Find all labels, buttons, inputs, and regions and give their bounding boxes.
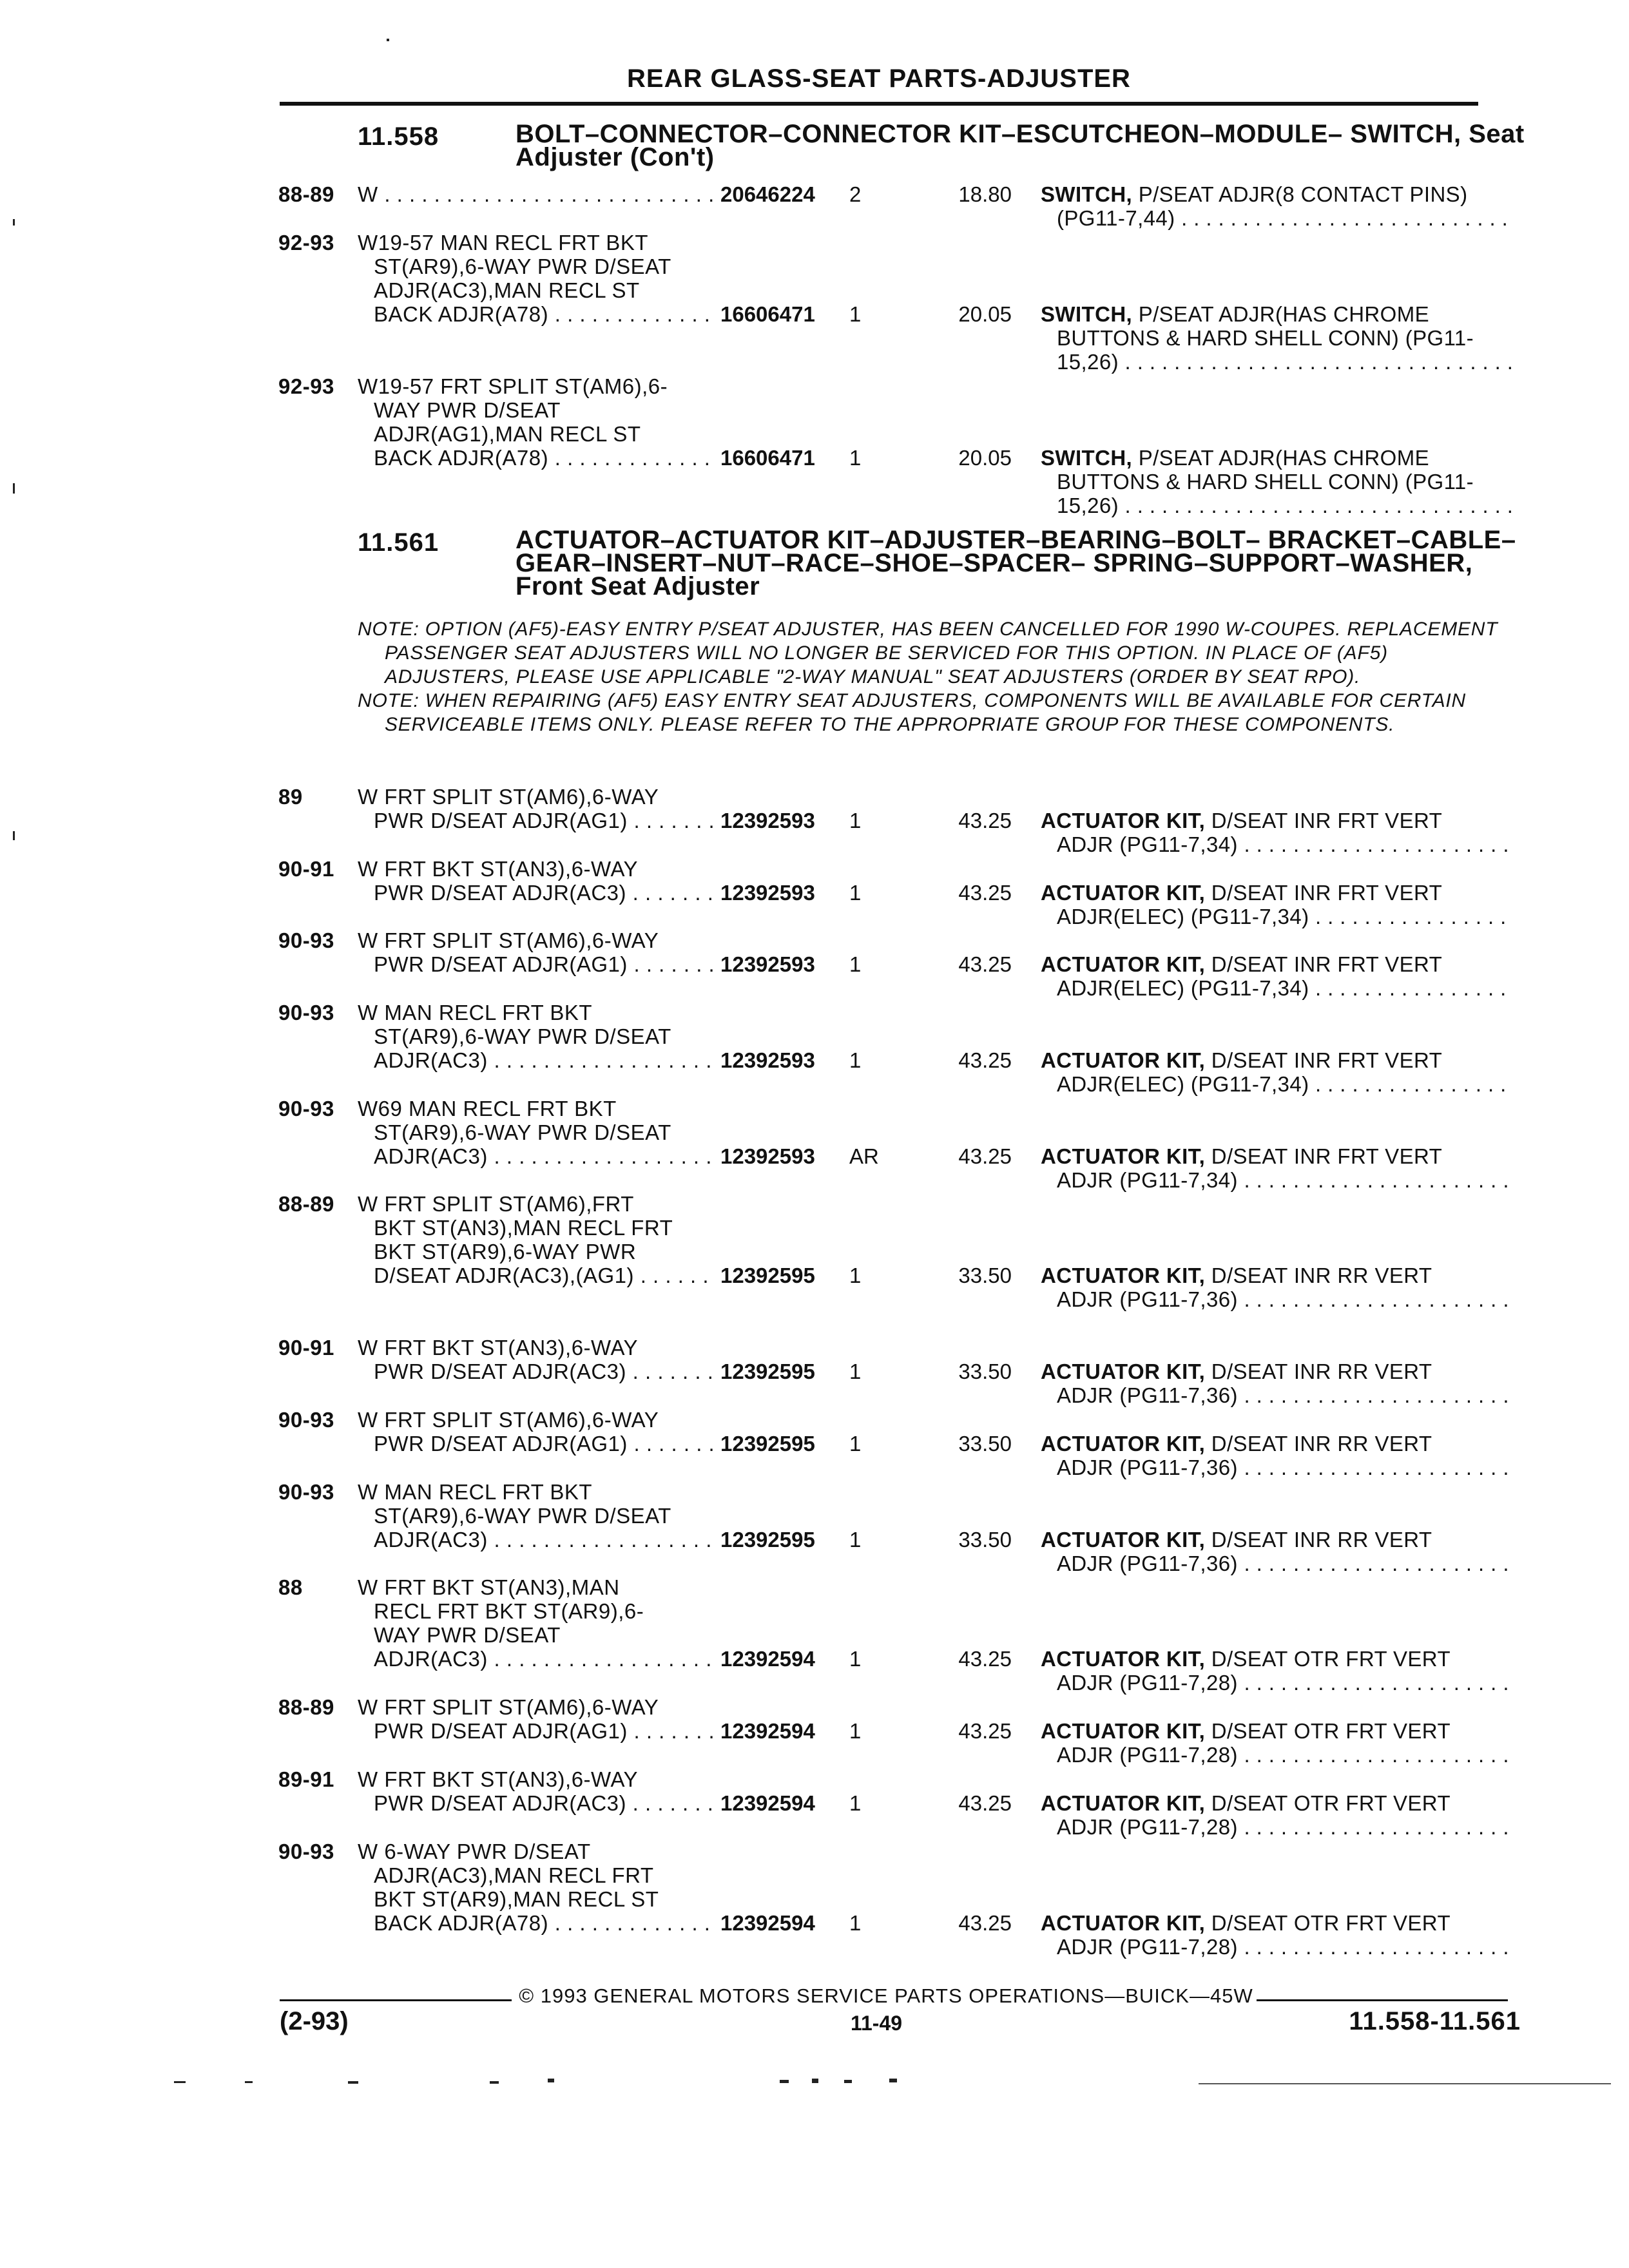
part-detail: 15,26) <box>1057 494 1119 517</box>
part-detail: D/SEAT INR FRT VERT <box>1211 1048 1443 1072</box>
part-number: 12392593 <box>717 1048 842 1072</box>
description-line: BACK ADJR(A78) . . . <box>358 1911 718 1935</box>
description-line: WAY PWR D/SEAT <box>374 398 561 422</box>
description-line: ADJR(AC3) . . . <box>358 1528 718 1552</box>
quantity: 1 <box>849 1048 862 1072</box>
part-detail: P/SEAT ADJR(HAS CHROME <box>1138 302 1430 326</box>
part-detail: P/SEAT ADJR(8 CONTACT PINS) <box>1138 182 1468 206</box>
scan-speck <box>844 2080 852 2083</box>
part-detail: BUTTONS & HARD SHELL CONN) (PG11- <box>1057 470 1474 494</box>
part-number: 12392594 <box>717 1791 842 1815</box>
scan-speck <box>13 219 15 226</box>
price: 43.25 <box>958 881 1012 905</box>
description-line: W . . . <box>358 182 718 206</box>
price: 43.25 <box>958 1719 1012 1743</box>
description-line: PWR D/SEAT ADJR(AC3) . . . <box>358 1791 718 1815</box>
scan-speck <box>548 2079 554 2082</box>
quantity: 1 <box>849 952 862 976</box>
part-number: 16606471 <box>717 302 842 326</box>
scan-speck <box>387 39 389 41</box>
part-detail: ADJR (PG11-7,36) <box>1057 1287 1238 1311</box>
price: 20.05 <box>958 302 1012 326</box>
part-name: SWITCH, <box>1041 302 1133 326</box>
price: 43.25 <box>958 1144 1012 1168</box>
quantity: 1 <box>849 446 862 470</box>
quantity: 1 <box>849 1719 862 1743</box>
part-number: 16606471 <box>717 446 842 470</box>
price: 18.80 <box>958 182 1012 206</box>
part-detail: 15,26) <box>1057 350 1119 374</box>
quantity: 2 <box>849 182 862 206</box>
scan-speck <box>245 2081 253 2083</box>
part-number: 12392595 <box>717 1264 842 1287</box>
part-detail: D/SEAT INR RR VERT <box>1211 1360 1432 1383</box>
quantity: 1 <box>849 1264 862 1287</box>
description-line: W69 MAN RECL FRT BKT <box>358 1097 617 1120</box>
section-number: 11.558 <box>358 122 439 151</box>
model-years: 90-93 <box>278 928 334 952</box>
part-detail: ADJR (PG11-7,36) <box>1057 1552 1238 1575</box>
model-years: 90-93 <box>278 1480 334 1504</box>
footer-page-number: 11-49 <box>850 2012 903 2035</box>
part-number: 12392594 <box>717 1647 842 1671</box>
description-line: ADJR(AC3) . . . <box>358 1144 718 1168</box>
description-line: ST(AR9),6-WAY PWR D/SEAT <box>374 1120 671 1144</box>
part-detail: ADJR (PG11-7,28) <box>1057 1743 1238 1767</box>
page-title: REAR GLASS-SEAT PARTS-ADJUSTER <box>627 64 1131 93</box>
price: 43.25 <box>958 952 1012 976</box>
description-line: WAY PWR D/SEAT <box>374 1623 561 1647</box>
part-detail: ADJR (PG11-7,28) <box>1057 1671 1238 1695</box>
part-number: 12392595 <box>717 1432 842 1456</box>
scan-speck <box>13 483 15 494</box>
description-line: PWR D/SEAT ADJR(AG1) . . . <box>358 1719 718 1743</box>
footer-section-range: 11.558-11.561 <box>1349 2007 1521 2035</box>
model-years: 90-93 <box>278 1840 334 1863</box>
description-line: W FRT SPLIT ST(AM6),6-WAY <box>358 928 659 952</box>
description-line: PWR D/SEAT ADJR(AG1) . . . <box>358 1432 718 1456</box>
quantity: 1 <box>849 881 862 905</box>
description-line: ADJR(AC3),MAN RECL ST <box>374 278 640 302</box>
price: 33.50 <box>958 1528 1012 1552</box>
description-line: W FRT SPLIT ST(AM6),6-WAY <box>358 785 659 809</box>
model-years: 90-93 <box>278 1408 334 1432</box>
description-line: RECL FRT BKT ST(AR9),6- <box>374 1599 644 1623</box>
model-years: 88-89 <box>278 182 334 206</box>
part-detail: ADJR (PG11-7,28) <box>1057 1815 1238 1839</box>
scan-speck <box>780 2080 789 2083</box>
price: 20.05 <box>958 446 1012 470</box>
scan-speck <box>812 2079 818 2083</box>
model-years: 89 <box>278 785 303 809</box>
part-detail: D/SEAT INR RR VERT <box>1211 1264 1432 1287</box>
scan-speck <box>889 2079 897 2082</box>
part-detail: D/SEAT INR RR VERT <box>1211 1432 1432 1456</box>
quantity: AR <box>849 1144 879 1168</box>
scan-speck <box>13 831 15 840</box>
part-detail: ADJR (PG11-7,34) <box>1057 832 1238 856</box>
part-number: 12392595 <box>717 1360 842 1383</box>
model-years: 89-91 <box>278 1767 334 1791</box>
description-line: ADJR(AG1),MAN RECL ST <box>374 422 641 446</box>
section-number: 11.561 <box>358 528 439 557</box>
part-detail: P/SEAT ADJR(HAS CHROME <box>1138 446 1430 470</box>
description-line: ST(AR9),6-WAY PWR D/SEAT <box>374 255 671 278</box>
part-name: ACTUATOR KIT, <box>1041 1264 1206 1287</box>
description-line: ADJR(AC3) . . . <box>358 1048 718 1072</box>
description-line: W FRT SPLIT ST(AM6),6-WAY <box>358 1408 659 1432</box>
section-note: NOTE: WHEN REPAIRING (AF5) EASY ENTRY SEAT ADJUSTERS, COMPONENTS WILL BE AVAILABLE FOR CERTAIN SERVICEABLE ITEMS ONLY. PLEASE REFER TO THE APPROPRIATE GROUP FOR THESE COMPONENTS. <box>358 690 1466 735</box>
part-name: ACTUATOR KIT, <box>1041 952 1206 976</box>
description-line: BKT ST(AN3),MAN RECL FRT <box>374 1216 673 1240</box>
scan-speck <box>174 2081 186 2083</box>
model-years: 90-91 <box>278 1336 334 1360</box>
description-line: W FRT BKT ST(AN3),6-WAY <box>358 1336 639 1360</box>
part-detail: BUTTONS & HARD SHELL CONN) (PG11- <box>1057 326 1474 350</box>
model-years: 88 <box>278 1575 303 1599</box>
description-line: W FRT SPLIT ST(AM6),6-WAY <box>358 1695 659 1719</box>
description-line: BACK ADJR(A78) . . . <box>358 302 718 326</box>
part-name: ACTUATOR KIT, <box>1041 1791 1206 1815</box>
part-name: ACTUATOR KIT, <box>1041 809 1206 832</box>
quantity: 1 <box>849 1791 862 1815</box>
part-name: ACTUATOR KIT, <box>1041 881 1206 905</box>
section-title: BOLT–CONNECTOR–CONNECTOR KIT–ESCUTCHEON–MODULE– SWITCH, Seat Adjuster (Con't) <box>516 120 1525 171</box>
quantity: 1 <box>849 809 862 832</box>
part-detail: D/SEAT OTR FRT VERT <box>1211 1719 1451 1743</box>
part-number: 12392593 <box>717 1144 842 1168</box>
price: 43.25 <box>958 1791 1012 1815</box>
part-detail: D/SEAT OTR FRT VERT <box>1211 1911 1451 1935</box>
part-detail: ADJR(ELEC) (PG11-7,34) <box>1057 976 1309 1000</box>
part-name: SWITCH, <box>1041 182 1133 206</box>
part-detail: (PG11-7,44) <box>1057 206 1175 230</box>
footer-date-code: (2-93) <box>280 2007 349 2035</box>
part-detail: D/SEAT INR FRT VERT <box>1211 1144 1443 1168</box>
model-years: 90-93 <box>278 1001 334 1024</box>
price: 33.50 <box>958 1432 1012 1456</box>
quantity: 1 <box>849 1528 862 1552</box>
description-line: W FRT BKT ST(AN3),6-WAY <box>358 1767 639 1791</box>
part-detail: ADJR(ELEC) (PG11-7,34) <box>1057 905 1309 928</box>
part-detail: ADJR (PG11-7,36) <box>1057 1383 1238 1407</box>
part-number: 12392594 <box>717 1719 842 1743</box>
model-years: 90-91 <box>278 857 334 881</box>
scan-speck <box>490 2081 499 2084</box>
description-line: W MAN RECL FRT BKT <box>358 1480 593 1504</box>
description-line: D/SEAT ADJR(AC3),(AG1) . . . <box>358 1264 718 1287</box>
description-line: W19-57 MAN RECL FRT BKT <box>358 231 648 255</box>
footer-copyright: © 1993 GENERAL MOTORS SERVICE PARTS OPERATIONS—BUICK—45W <box>519 1984 1253 2007</box>
description-line: W FRT BKT ST(AN3),MAN <box>358 1575 620 1599</box>
part-name: ACTUATOR KIT, <box>1041 1528 1206 1552</box>
description-line: BKT ST(AR9),6-WAY PWR <box>374 1240 637 1264</box>
quantity: 1 <box>849 1432 862 1456</box>
part-number: 12392593 <box>717 881 842 905</box>
model-years: 88-89 <box>278 1695 334 1719</box>
price: 33.50 <box>958 1360 1012 1383</box>
description-line: W FRT SPLIT ST(AM6),FRT <box>358 1192 634 1216</box>
part-detail: D/SEAT INR FRT VERT <box>1211 881 1443 905</box>
part-name: ACTUATOR KIT, <box>1041 1144 1206 1168</box>
part-detail: D/SEAT OTR FRT VERT <box>1211 1647 1451 1671</box>
description-line: PWR D/SEAT ADJR(AC3) . . . <box>358 881 718 905</box>
price: 33.50 <box>958 1264 1012 1287</box>
quantity: 1 <box>849 302 862 326</box>
description-line: W19-57 FRT SPLIT ST(AM6),6- <box>358 374 668 398</box>
model-years: 92-93 <box>278 231 334 255</box>
part-name: ACTUATOR KIT, <box>1041 1719 1206 1743</box>
price: 43.25 <box>958 1911 1012 1935</box>
model-years: 88-89 <box>278 1192 334 1216</box>
part-number: 12392594 <box>717 1911 842 1935</box>
part-detail: D/SEAT INR FRT VERT <box>1211 809 1443 832</box>
quantity: 1 <box>849 1911 862 1935</box>
price: 43.25 <box>958 809 1012 832</box>
price: 43.25 <box>958 1647 1012 1671</box>
part-number: 12392593 <box>717 809 842 832</box>
description-line: ADJR(AC3) . . . <box>358 1647 718 1671</box>
part-detail: D/SEAT INR RR VERT <box>1211 1528 1432 1552</box>
part-detail: ADJR (PG11-7,28) <box>1057 1935 1238 1959</box>
description-line: W 6-WAY PWR D/SEAT <box>358 1840 591 1863</box>
part-name: ACTUATOR KIT, <box>1041 1048 1206 1072</box>
part-detail: D/SEAT INR FRT VERT <box>1211 952 1443 976</box>
description-line: PWR D/SEAT ADJR(AC3) . . . <box>358 1360 718 1383</box>
description-line: ST(AR9),6-WAY PWR D/SEAT <box>374 1024 671 1048</box>
scan-smudge-line <box>1199 2083 1611 2084</box>
price: 43.25 <box>958 1048 1012 1072</box>
description-line: ST(AR9),6-WAY PWR D/SEAT <box>374 1504 671 1528</box>
description-line: PWR D/SEAT ADJR(AG1) . . . <box>358 809 718 832</box>
part-name: ACTUATOR KIT, <box>1041 1647 1206 1671</box>
part-detail: ADJR (PG11-7,36) <box>1057 1456 1238 1479</box>
model-years: 90-93 <box>278 1097 334 1120</box>
part-name: SWITCH, <box>1041 446 1133 470</box>
description-line: PWR D/SEAT ADJR(AG1) . . . <box>358 952 718 976</box>
part-name: ACTUATOR KIT, <box>1041 1432 1206 1456</box>
part-detail: ADJR(ELEC) (PG11-7,34) <box>1057 1072 1309 1096</box>
section-title: ACTUATOR–ACTUATOR KIT–ADJUSTER–BEARING–BOLT– BRACKET–CABLE–GEAR–INSERT–NUT–RACE–SHOE–SPACER– SPRING–SUPPORT–WASHER, Front Seat Adjuster <box>516 526 1516 601</box>
scan-speck <box>348 2081 358 2084</box>
part-detail: D/SEAT OTR FRT VERT <box>1211 1791 1451 1815</box>
model-years: 92-93 <box>278 374 334 398</box>
part-number: 12392595 <box>717 1528 842 1552</box>
part-number: 12392593 <box>717 952 842 976</box>
quantity: 1 <box>849 1647 862 1671</box>
description-line: BKT ST(AR9),MAN RECL ST <box>374 1887 659 1911</box>
description-line: ADJR(AC3),MAN RECL FRT <box>374 1863 654 1887</box>
part-name: ACTUATOR KIT, <box>1041 1360 1206 1383</box>
description-line: BACK ADJR(A78) . . . <box>358 446 718 470</box>
description-line: W FRT BKT ST(AN3),6-WAY <box>358 857 639 881</box>
description-line: W MAN RECL FRT BKT <box>358 1001 593 1024</box>
quantity: 1 <box>849 1360 862 1383</box>
section-note: NOTE: OPTION (AF5)-EASY ENTRY P/SEAT ADJUSTER, HAS BEEN CANCELLED FOR 1990 W-COUPES. REPLACEMENT PASSENGER SEAT ADJUSTERS WILL NO LONGER BE SERVICED FOR THIS OPTION. IN PLACE OF (AF5) ADJUSTERS, PLEASE USE APPLICABLE "2-WAY MANUAL" SEAT ADJUSTERS (ORDER BY SEAT RPO). <box>358 619 1498 687</box>
part-name: ACTUATOR KIT, <box>1041 1911 1206 1935</box>
part-number: 20646224 <box>717 182 842 206</box>
part-detail: ADJR (PG11-7,34) <box>1057 1168 1238 1192</box>
